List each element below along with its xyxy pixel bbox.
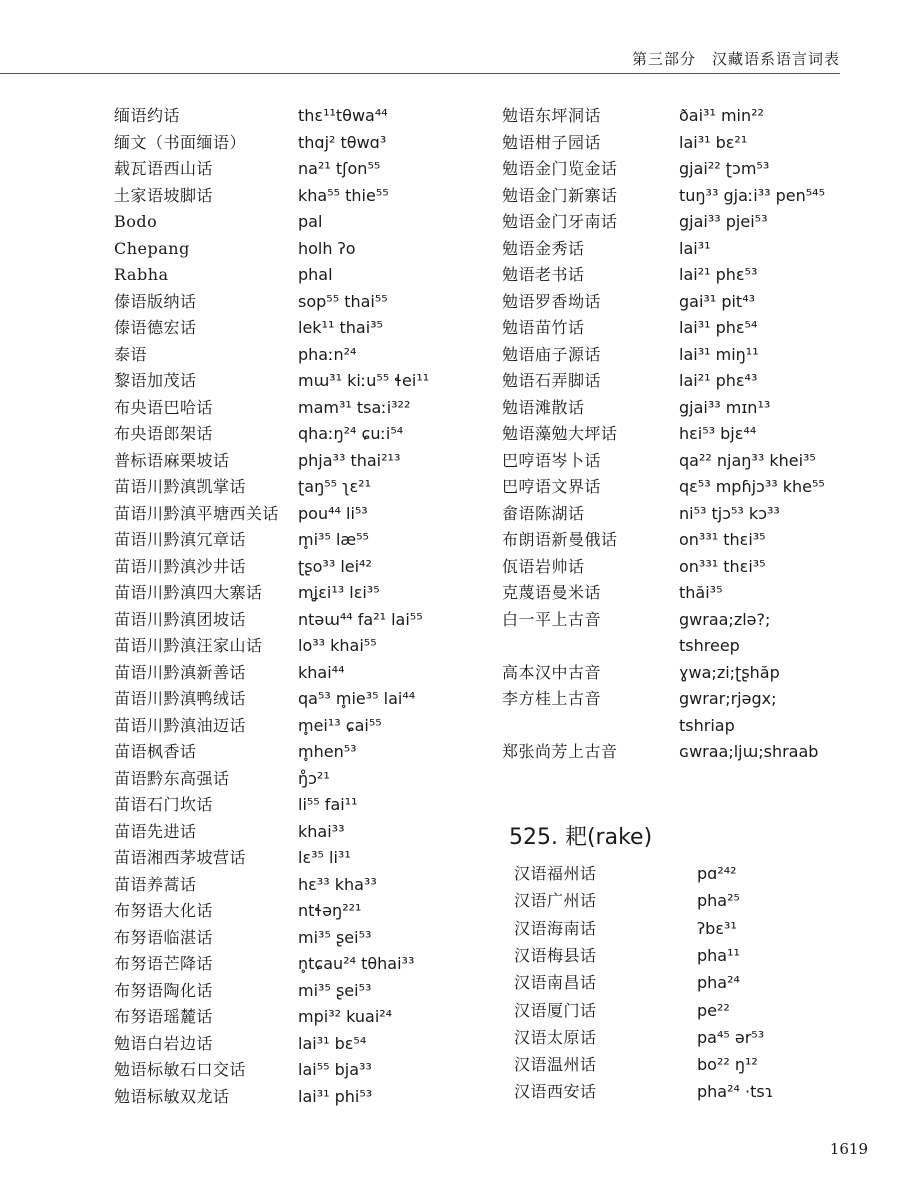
phonetic-form: ʈaŋ⁵⁵ ʅɛ²¹ (298, 477, 371, 496)
phonetic-form: khai⁴⁴ (298, 662, 345, 682)
language-name: 高本汉中古音 (502, 662, 602, 682)
phonetic-form: lai²¹ phɛ⁴³ (679, 371, 758, 390)
language-name: Chepang (114, 238, 190, 258)
phonetic-form: ni⁵³ tjɔ⁵³ kɔ³³ (679, 503, 780, 523)
phonetic-form: pa⁴⁵ ər⁵³ (697, 1027, 765, 1047)
language-name: 汉语厦门话 (514, 1000, 597, 1020)
phonetic-form: thăi³⁵ (679, 583, 723, 602)
language-name: 黎语加茂话 (114, 371, 197, 390)
phonetic-form: gwraa;zlə?; (679, 609, 771, 629)
language-name: 勉语滩散话 (502, 397, 585, 417)
language-name: 汉语福州话 (514, 864, 597, 883)
language-name: 载瓦语西山话 (114, 159, 214, 178)
phonetic-form: ntəɯ⁴⁴ fa²¹ lai⁵⁵ (298, 609, 423, 629)
phonetic-form: phja³³ thai²¹³ (298, 450, 401, 470)
phonetic-form: khai³³ (298, 821, 345, 841)
phonetic-form: mi³⁵ ʂei⁵³ (298, 980, 372, 1000)
header-title: 第三部分 汉藏语系语言词表 (631, 50, 840, 68)
running-header (0, 40, 840, 74)
language-name: 苗语湘西茅坡营话 (114, 848, 247, 867)
language-name: 汉语西安话 (514, 1082, 597, 1102)
language-name: 勉语老书话 (502, 265, 585, 284)
language-name: 畲语陈湖话 (502, 503, 585, 523)
phonetic-form: on³³¹ thɛi³⁵ (679, 556, 766, 576)
language-name: 勉语苗竹话 (502, 318, 585, 337)
language-name: 巴哼语文界话 (502, 477, 602, 496)
language-name: 勉语标敏双龙话 (114, 1086, 230, 1106)
language-name: 勉语金门览金话 (502, 159, 618, 178)
language-name: 缅文（书面缅语） (114, 132, 247, 152)
language-name: 勉语白岩边话 (114, 1033, 214, 1053)
phonetic-form: lai⁵⁵ bja³³ (298, 1060, 372, 1079)
language-name: 汉语太原话 (514, 1027, 597, 1047)
language-name: 勉语标敏石口交话 (114, 1060, 247, 1079)
language-name: Rabha (114, 265, 169, 284)
phonetic-form: mpi³² kuai²⁴ (298, 1007, 393, 1026)
phonetic-form: n̥tɕau²⁴ tθhai³³ (298, 954, 415, 973)
language-name: 汉语南昌话 (514, 973, 597, 993)
phonetic-form: mi³⁵ ʂei⁵³ (298, 927, 372, 947)
language-name: 苗语养蒿话 (114, 874, 197, 894)
phonetic-form: gjai²² ʈɔm⁵³ (679, 159, 770, 178)
language-name: 勉语罗香坳话 (502, 291, 602, 311)
phonetic-form: qa⁵³ m̥ie³⁵ lai⁴⁴ (298, 689, 416, 708)
phonetic-form: lai³¹ bɛ⁵⁴ (298, 1033, 367, 1053)
phonetic-form: mam³¹ tsaːi³²² (298, 397, 411, 417)
phonetic-form: tshreep (679, 636, 740, 655)
phonetic-form: pou⁴⁴ li⁵³ (298, 503, 368, 523)
phonetic-form: lai³¹ phɛ⁵⁴ (679, 318, 758, 337)
language-name: 勉语石弄脚话 (502, 371, 602, 390)
phonetic-form: ɢwraa;ljɯ;shraab (679, 742, 819, 761)
phonetic-form: gjai³³ pjei⁵³ (679, 212, 768, 231)
language-name: 普标语麻栗坡话 (114, 450, 230, 470)
phonetic-form: ʔbɛ³¹ (697, 918, 737, 938)
language-name: 汉语广州话 (514, 891, 597, 911)
language-name: 苗语川黔滇冗章话 (114, 530, 247, 549)
language-name: 土家语坡脚话 (114, 185, 214, 205)
language-name: 克蔑语曼米话 (502, 583, 602, 602)
phonetic-form: phaːn²⁴ (298, 344, 357, 364)
phonetic-form: gwrar;rjəgx; (679, 689, 777, 708)
language-name: 苗语川黔滇油迈话 (114, 715, 247, 735)
phonetic-form: kha⁵⁵ thie⁵⁵ (298, 185, 389, 205)
language-name: 勉语柑子园话 (502, 132, 602, 152)
language-name: 勉语金门牙南话 (502, 212, 618, 231)
phonetic-form: ðai³¹ min²² (679, 106, 764, 125)
language-name: 苗语先进话 (114, 821, 197, 841)
language-name: 汉语海南话 (514, 918, 597, 938)
language-name: 苗语川黔滇沙井话 (114, 556, 247, 576)
phonetic-form: lai³¹ miŋ¹¹ (679, 344, 759, 364)
phonetic-form: li⁵⁵ fai¹¹ (298, 795, 358, 814)
phonetic-form: lai³¹ bɛ²¹ (679, 132, 748, 152)
language-name: 勉语东坪洞话 (502, 106, 602, 125)
phonetic-form: tuŋ³³ gjaːi³³ pen⁵⁴⁵ (679, 185, 826, 205)
phonetic-form: lɛ³⁵ li³¹ (298, 848, 351, 867)
language-name: 傣语版纳话 (114, 291, 197, 311)
phonetic-form: ŋ̊ɔ²¹ (298, 768, 330, 788)
language-name: 布朗语新曼俄话 (502, 530, 618, 549)
language-name: 汉语温州话 (514, 1055, 597, 1075)
language-name: 布努语瑶麓话 (114, 1007, 214, 1026)
language-name: 郑张尚芳上古音 (502, 742, 618, 761)
header-rule (0, 73, 840, 74)
language-name: 苗语石门坎话 (114, 795, 214, 814)
phonetic-form: ntɬəŋ²²¹ (298, 901, 362, 920)
phonetic-form: mʝɛi¹³ lɛi³⁵ (298, 583, 380, 602)
language-name: 布央语郎架话 (114, 424, 214, 443)
language-name: 巴哼语岑卜话 (502, 450, 602, 470)
phonetic-form: hɛi⁵³ bjɛ⁴⁴ (679, 424, 757, 443)
phonetic-form: pe²² (697, 1000, 730, 1020)
phonetic-form: pɑ²⁴² (697, 864, 737, 883)
language-name: 布努语芒降话 (114, 954, 214, 973)
phonetic-form: pha²⁴ (697, 973, 740, 993)
language-name: 布央语巴哈话 (114, 397, 214, 417)
phonetic-form: qhaːŋ²⁴ ɕuːi⁵⁴ (298, 424, 404, 443)
phonetic-form: qɛ⁵³ mpɦjɔ³³ khe⁵⁵ (679, 477, 825, 496)
phonetic-form: bo²² ŋ¹² (697, 1055, 758, 1075)
phonetic-form: ɣwa;zi;ʈʂhăp (679, 662, 780, 682)
language-name: 苗语川黔滇汪家山话 (114, 636, 263, 655)
phonetic-form: pal (298, 212, 323, 231)
phonetic-form: ʈʂo³³ lei⁴² (298, 556, 372, 576)
language-name: 勉语庙子源话 (502, 344, 602, 364)
phonetic-form: mɯ³¹ kiːu⁵⁵ ɬei¹¹ (298, 371, 430, 390)
language-name: 布努语临湛话 (114, 927, 214, 947)
language-name: 汉语梅县话 (514, 945, 597, 965)
language-name: 苗语川黔滇四大寨话 (114, 583, 263, 602)
phonetic-form: holh ʔo (298, 238, 356, 258)
language-name: 勉语金秀话 (502, 238, 585, 258)
phonetic-form: gjai³³ mɪn¹³ (679, 397, 771, 417)
phonetic-form: pha²⁴ ·tsɿ (697, 1082, 774, 1102)
language-name: Bodo (114, 212, 158, 231)
phonetic-form: lai³¹ (679, 238, 711, 258)
language-name: 苗语枫香话 (114, 742, 197, 761)
phonetic-form: lai³¹ phi⁵³ (298, 1086, 373, 1106)
language-name: 傣语德宏话 (114, 318, 197, 337)
language-name: 勉语藻勉大坪话 (502, 424, 618, 443)
phonetic-form: na²¹ tʃon⁵⁵ (298, 159, 381, 178)
phonetic-form: hɛ³³ kha³³ (298, 874, 377, 894)
section-heading: 525. 耙(rake) (509, 825, 653, 850)
language-name: 佤语岩帅话 (502, 556, 585, 576)
phonetic-form: m̥ei¹³ ɕai⁵⁵ (298, 715, 382, 735)
language-name: 泰语 (114, 344, 148, 364)
language-name: 苗语黔东高强话 (114, 768, 230, 788)
language-name: 苗语川黔滇凯掌话 (114, 477, 247, 496)
language-name: 苗语川黔滇新善话 (114, 662, 247, 682)
language-name: 李方桂上古音 (502, 689, 602, 708)
phonetic-form: thɛ¹¹tθwa⁴⁴ (298, 106, 388, 125)
phonetic-form: lai²¹ phɛ⁵³ (679, 265, 758, 284)
page-number: 1619 (829, 1140, 868, 1158)
language-name: 苗语川黔滇鸭绒话 (114, 689, 247, 708)
phonetic-form: pha²⁵ (697, 891, 740, 911)
language-name: 布努语大化话 (114, 901, 214, 920)
phonetic-form: lo³³ khai⁵⁵ (298, 636, 377, 655)
language-name: 缅语约话 (114, 106, 181, 125)
language-name: 白一平上古音 (502, 609, 602, 629)
language-name: 苗语川黔滇团坡话 (114, 609, 247, 629)
phonetic-form: gai³¹ pit⁴³ (679, 291, 756, 311)
phonetic-form: lek¹¹ thai³⁵ (298, 318, 383, 337)
language-name: 苗语川黔滇平塘西关话 (114, 503, 280, 523)
language-name: 布努语陶化话 (114, 980, 214, 1000)
phonetic-form: m̥hen⁵³ (298, 742, 357, 761)
phonetic-form: qa²² njaŋ³³ khei³⁵ (679, 450, 816, 470)
phonetic-form: thɑj² tθwɑ³ (298, 132, 387, 152)
phonetic-form: tshriap (679, 715, 735, 735)
phonetic-form: m̥i³⁵ læ⁵⁵ (298, 530, 369, 549)
language-name: 勉语金门新寨话 (502, 185, 618, 205)
phonetic-form: pha¹¹ (697, 945, 740, 965)
phonetic-form: on³³¹ thɛi³⁵ (679, 530, 766, 549)
phonetic-form: sop⁵⁵ thai⁵⁵ (298, 291, 388, 311)
phonetic-form: phal (298, 265, 333, 284)
